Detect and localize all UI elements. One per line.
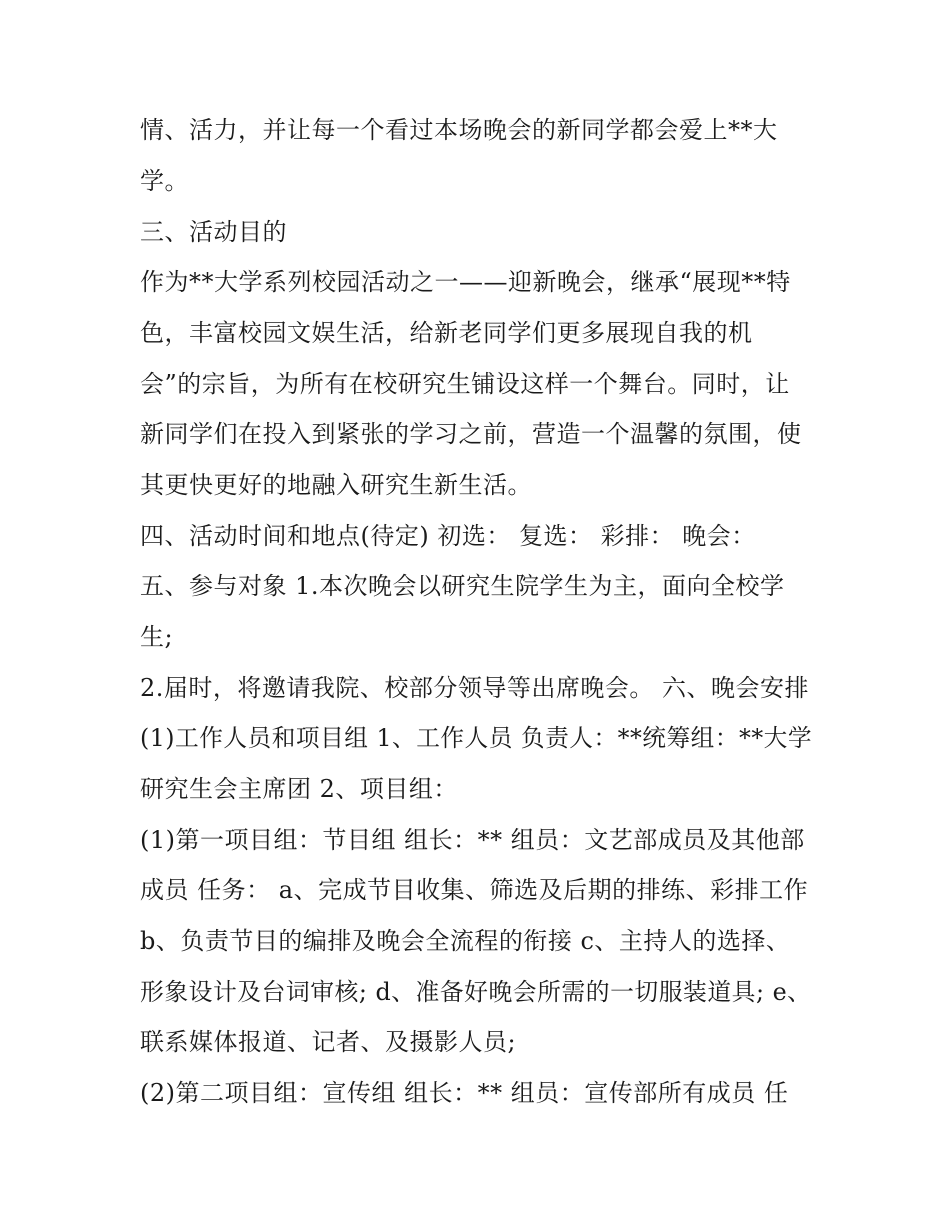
text-line: 色，丰富校园文娱生活，给新老同学们更多展现自我的机	[140, 319, 753, 347]
text-line: 会”的宗旨，为所有在校研究生铺设这样一个舞台。同时，让	[140, 370, 790, 398]
text-line: 形象设计及台词审核; d、准备好晚会所需的一切服装道具; e、	[140, 978, 812, 1006]
text-line: 联系媒体报道、记者、及摄影人员;	[140, 1028, 517, 1056]
text-line: 学。	[140, 167, 189, 195]
section-heading: 四、活动时间和地点(待定) 初选： 复选： 彩排： 晚会：	[140, 522, 756, 550]
text-line: 其更快更好的地融入研究生新生活。	[140, 471, 532, 499]
text-line: 生;	[140, 623, 174, 651]
section-heading: 五、参与对象 1.本次晚会以研究生院学生为主，面向全校学	[140, 572, 785, 600]
text-line: 研究生会主席团 2、项目组：	[140, 775, 458, 803]
text-line: (1)第一项目组：节目组 组长：** 组员：文艺部成员及其他部	[140, 826, 805, 854]
text-line: (1)工作人员和项目组 1、工作人员 负责人：**统筹组：**大学	[140, 724, 813, 752]
text-line: 成员 任务： a、完成节目收集、筛选及后期的排练、彩排工作	[140, 876, 809, 904]
text-line: 2.届时，将邀请我院、校部分领导等出席晚会。 六、晚会安排	[140, 674, 810, 702]
text-line: b、负责节目的编排及晚会全流程的衔接 c、主持人的选择、	[140, 927, 791, 955]
text-line: 作为**大学系列校园活动之一——迎新晚会，继承“展现**特	[140, 268, 791, 296]
text-line: 情、活力，并让每一个看过本场晚会的新同学都会爱上**大	[140, 116, 778, 144]
section-heading: 三、活动目的	[140, 218, 287, 246]
text-line: 新同学们在投入到紧张的学习之前，营造一个温馨的氛围，使	[140, 420, 802, 448]
text-line: (2)第二项目组：宣传组 组长：** 组员：宣传部所有成员 任	[140, 1079, 789, 1107]
